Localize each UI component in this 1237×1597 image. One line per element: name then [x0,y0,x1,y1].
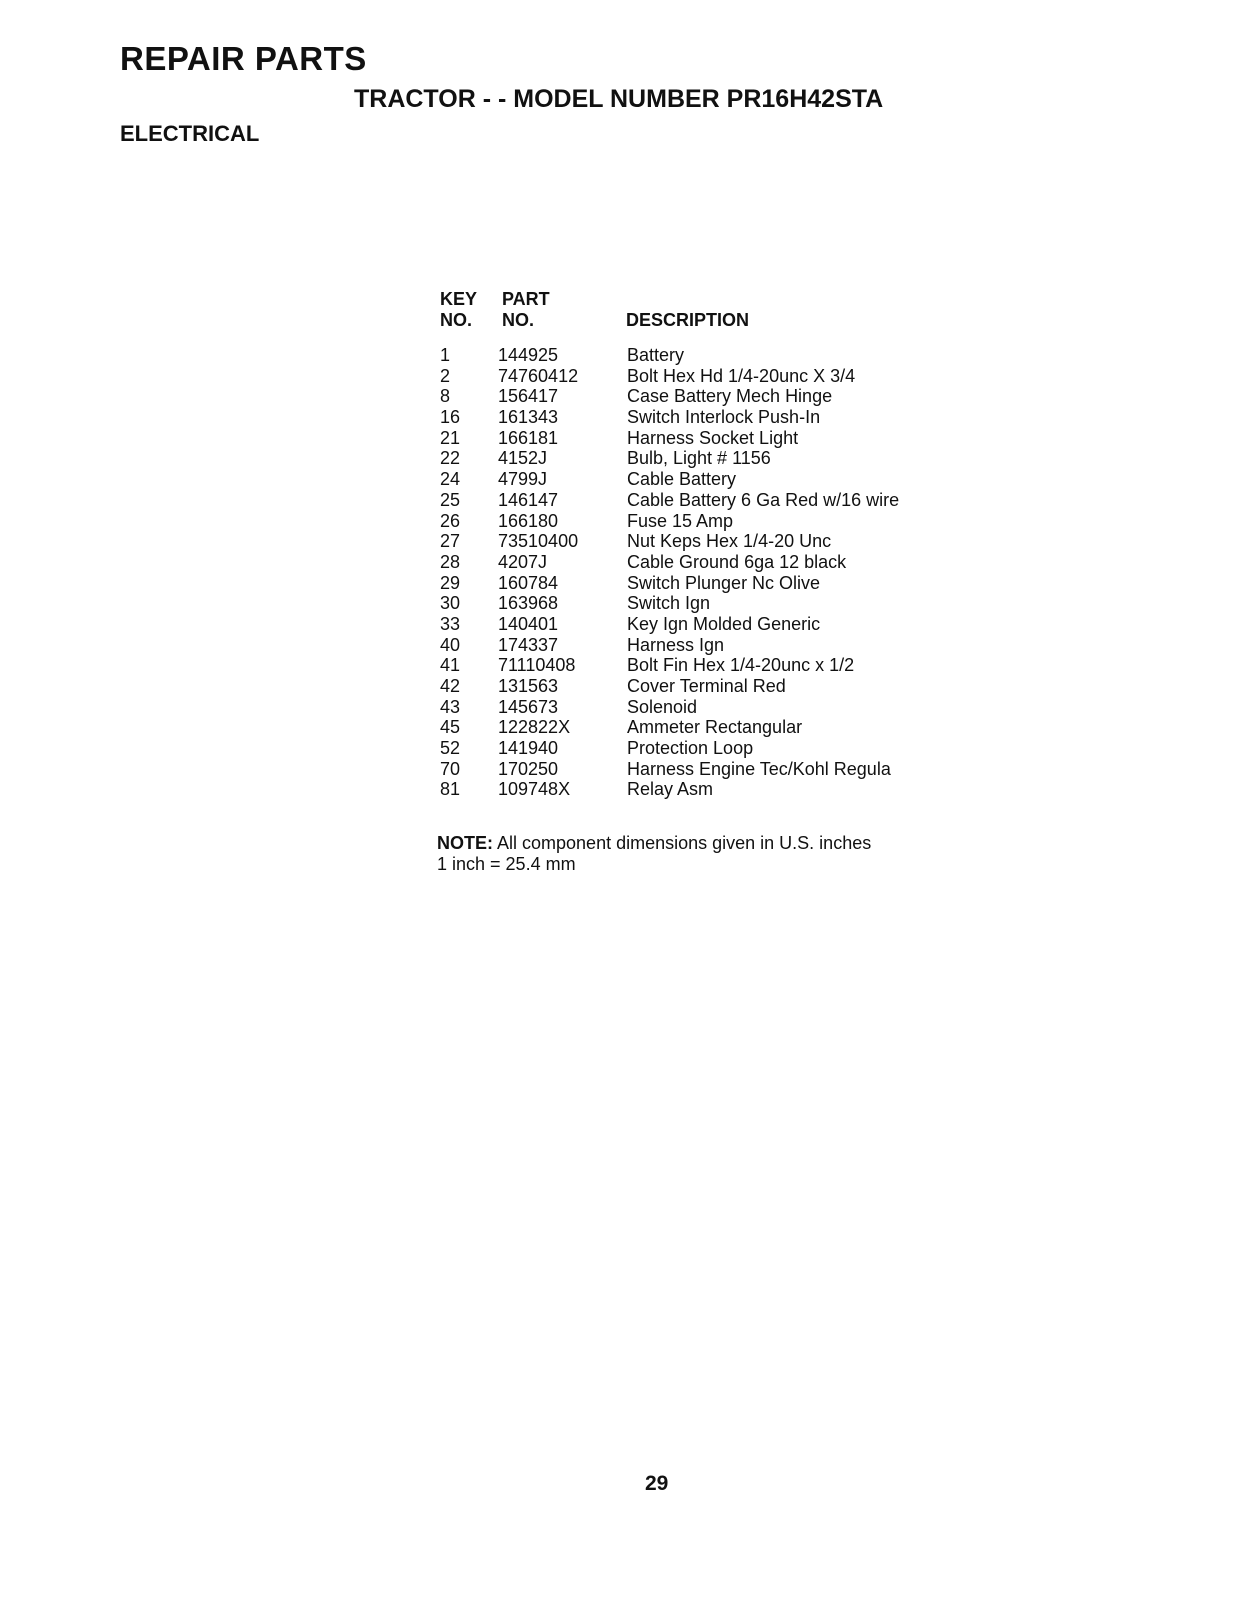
parts-table-header [440,289,960,345]
key-number: 41 [440,655,461,676]
table-row [440,717,960,738]
col-part-header-line2: NO. [502,310,535,330]
page-title: REPAIR PARTS [120,40,367,77]
part-description: Cable Battery [627,469,737,490]
part-number: 141940 [498,738,559,759]
parts-table [440,289,960,800]
table-row [440,386,960,407]
part-number: 74760412 [498,365,579,386]
part-description: Cover Terminal Red [627,676,786,696]
part-description: Ammeter Rectangular [627,717,803,738]
part-number: 109748X [498,779,571,800]
part-description: Harness Ign [627,634,725,655]
part-description: Bulb, Light # 1156 [627,448,771,469]
table-row [440,448,960,469]
part-number: 71110408 [498,655,576,676]
table-row [440,345,960,366]
key-number: 21 [440,427,461,448]
table-row [440,573,960,594]
table-row [440,738,960,759]
part-description: Bolt Hex Hd 1/4-20unc X 3/4 [627,365,856,386]
part-number: 163968 [498,593,559,614]
note-label: NOTE: [437,833,493,853]
table-row [440,428,960,449]
part-description: Key Ign Molded Generic [627,613,821,634]
table-row [440,614,960,635]
part-number: 166181 [498,427,559,448]
key-number: 25 [440,489,461,510]
part-number: 146147 [498,489,559,510]
note-block [437,833,871,875]
table-row [440,676,960,697]
parts-table-body [440,345,960,800]
part-description: Switch Plunger Nc Olive [627,572,821,593]
key-number: 45 [440,717,461,738]
table-row [440,779,960,800]
col-key-header-line2: NO. [440,310,473,330]
part-number: 156417 [498,386,559,407]
key-number: 2 [440,365,451,386]
table-row [440,552,960,573]
key-number: 29 [440,572,461,593]
part-description: Switch Interlock Push-In [627,407,821,428]
part-number: 161343 [498,407,559,428]
table-row [440,531,960,552]
note-conversion: 1 inch = 25.4 mm [437,854,576,874]
part-number: 160784 [498,572,559,593]
key-number: 43 [440,696,461,717]
table-row [440,759,960,780]
part-description: Fuse 15 Amp [627,510,734,531]
part-number: 4152J [498,448,548,469]
model-subtitle: TRACTOR - - MODEL NUMBER PR16H42STA [354,85,884,113]
key-number: 27 [440,531,461,552]
table-row [440,511,960,532]
table-row [440,407,960,428]
part-description: Harness Socket Light [627,427,799,448]
part-description: Case Battery Mech Hinge [627,386,833,407]
key-number: 70 [440,758,461,779]
key-number: 1 [440,345,451,365]
part-description: Harness Engine Tec/Kohl Regula [627,758,891,779]
part-number: 4207J [498,551,548,572]
col-key-header-line1: KEY [440,289,478,309]
table-row [440,469,960,490]
part-description: Battery [627,345,685,365]
page-number: 29 [645,1472,669,1495]
part-description: Relay Asm [627,779,714,800]
col-part-header-line1: PART [502,289,550,309]
part-number: 4799J [498,469,548,490]
key-number: 30 [440,593,461,614]
part-description: Switch Ign [627,593,711,614]
part-number: 122822X [498,717,571,738]
part-number: 140401 [498,613,559,634]
key-number: 52 [440,738,461,759]
key-number: 33 [440,613,461,634]
part-description: Cable Battery 6 Ga Red w/16 wire [627,489,900,510]
part-description: Protection Loop [627,738,754,759]
table-row [440,635,960,656]
table-row [440,655,960,676]
part-number: 73510400 [498,531,579,552]
key-number: 22 [440,448,461,469]
key-number: 16 [440,407,461,428]
table-row [440,697,960,718]
part-description: Bolt Fin Hex 1/4-20unc x 1/2 [627,655,855,676]
key-number: 28 [440,551,461,572]
key-number: 8 [440,386,451,407]
part-number: 131563 [498,676,559,696]
key-number: 42 [440,676,461,696]
note-text: All component dimensions given in U.S. inches [497,833,872,853]
table-row [440,593,960,614]
part-description: Cable Ground 6ga 12 black [627,551,847,572]
part-number: 174337 [498,634,559,655]
part-number: 144925 [498,345,559,365]
section-heading: ELECTRICAL [120,121,260,146]
table-row [440,366,960,387]
part-number: 145673 [498,696,559,717]
part-description: Solenoid [627,696,698,717]
part-number: 166180 [498,510,559,531]
key-number: 40 [440,634,461,655]
col-description-header: DESCRIPTION [626,310,750,330]
key-number: 24 [440,469,461,490]
table-row [440,490,960,511]
part-description: Nut Keps Hex 1/4-20 Unc [627,531,832,552]
key-number: 81 [440,779,461,800]
key-number: 26 [440,510,461,531]
part-number: 170250 [498,758,559,779]
